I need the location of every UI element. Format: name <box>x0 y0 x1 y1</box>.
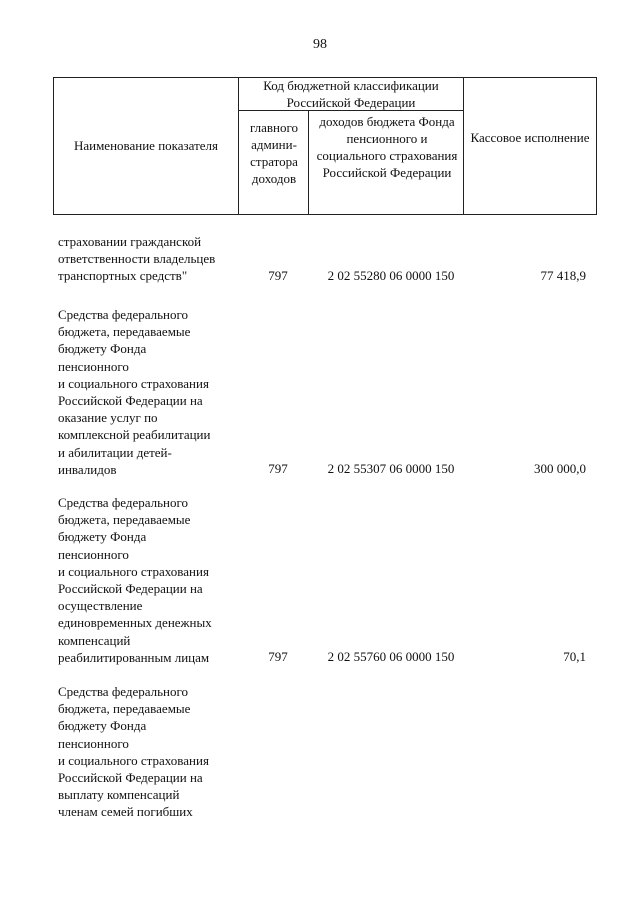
row-admin-code: 797 <box>268 461 288 476</box>
page-number: 98 <box>313 37 327 52</box>
row-income-code: 2 02 55280 06 0000 150 <box>327 268 455 283</box>
header-divider-codes <box>308 110 309 215</box>
table-header <box>53 77 597 215</box>
header-col-admin: главного админи-стратора доходов <box>249 120 299 186</box>
header-col-income: доходов бюджета Фонда пенсионного и социального страхования Российской Федерации <box>316 114 458 180</box>
header-col-code-group: Код бюджетной классификации Российской Федерации <box>263 78 439 110</box>
row-name: Средства федерального бюджета, передаваемые бюджету Фонда пенсионного и социального страхования Российской Федерации на выплату компенсаций членам семей погибших <box>58 684 209 820</box>
header-divider-amount <box>463 77 464 215</box>
header-right-border <box>596 77 597 215</box>
row-admin-code: 797 <box>268 649 288 664</box>
row-admin-code: 797 <box>268 268 288 283</box>
table-row <box>53 306 597 481</box>
row-income-code: 2 02 55307 06 0000 150 <box>327 461 455 476</box>
row-amount: 77 418,9 <box>540 268 586 283</box>
row-name: Средства федерального бюджета, передаваемые бюджету Фонда пенсионного и социального страхования Российской Федерации на оказание услуг по комплексной реабилитации и абилитации детей- инвалидов <box>58 307 211 477</box>
header-col-name: Наименование показателя <box>73 138 219 153</box>
table-row <box>53 233 597 293</box>
header-col-amount: Кассовое исполнение <box>470 130 590 145</box>
row-amount: 300 000,0 <box>534 461 586 476</box>
header-left-border <box>53 77 54 215</box>
header-bottom-border <box>53 214 597 215</box>
row-amount: 70,1 <box>563 649 586 664</box>
row-income-code: 2 02 55760 06 0000 150 <box>327 649 455 664</box>
table-row <box>53 494 597 669</box>
header-divider-name <box>238 77 239 215</box>
row-name: Средства федерального бюджета, передаваемые бюджету Фонда пенсионного и социального страхования Российской Федерации на осуществление единовременных денежных компенсаций реабилитированным лицам <box>58 495 212 665</box>
row-name: страховании гражданской ответственности владельцев транспортных средств" <box>58 234 216 284</box>
table-row <box>53 683 597 828</box>
